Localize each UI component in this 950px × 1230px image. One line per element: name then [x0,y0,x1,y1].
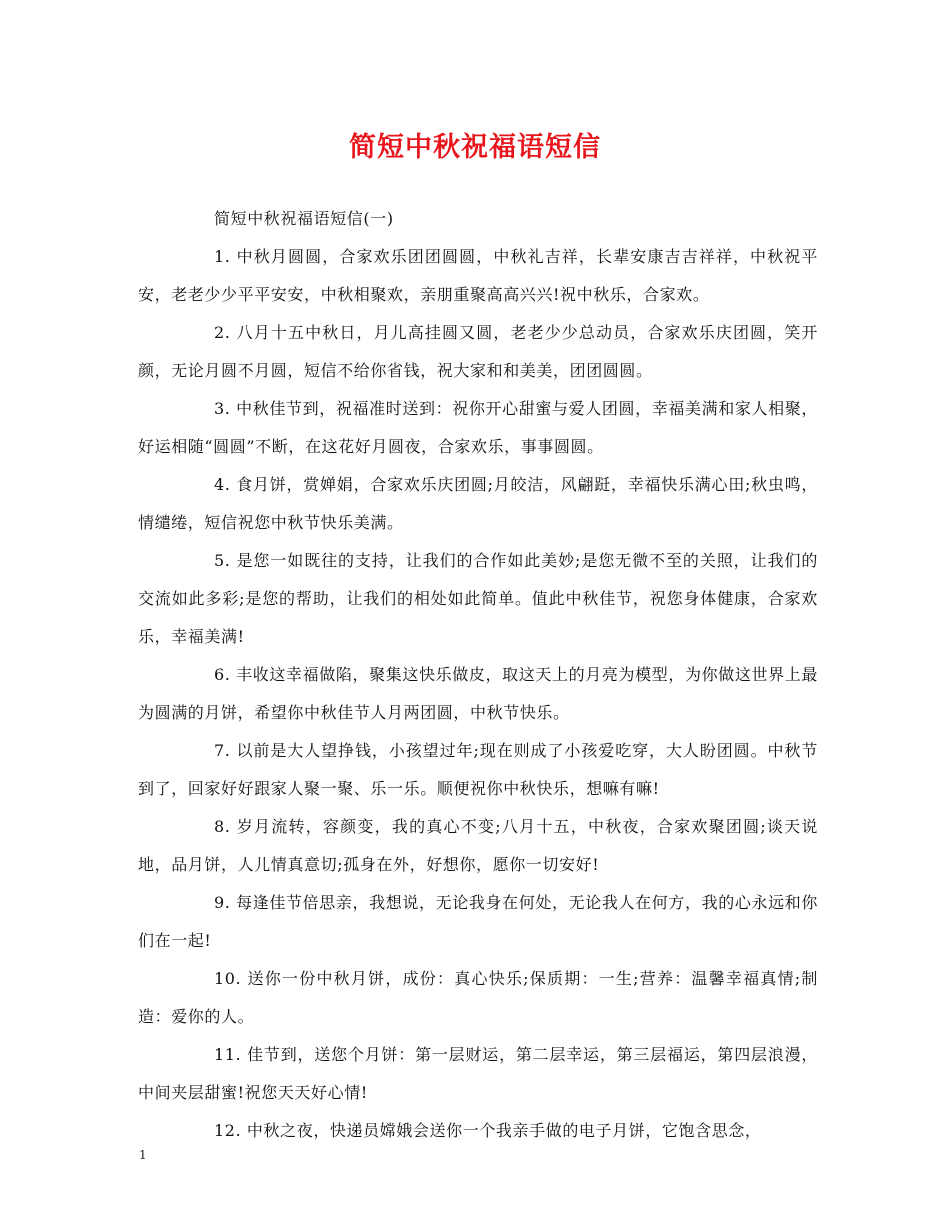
document-body [138,200,818,1150]
paragraph: 9. 每逢佳节倍思亲，我想说，无论我身在何处，无论我人在何方，我的心永远和你们在一起! [138,893,818,950]
paragraph: 1. 中秋月圆圆，合家欢乐团团圆圆，中秋礼吉祥，长辈安康吉吉祥祥，中秋祝平安，老老少少平平安安，中秋相聚欢，亲朋重聚高高兴兴!祝中秋乐，合家欢。 [138,247,818,304]
section-subtitle: 简短中秋祝福语短信(一) [214,209,394,228]
paragraph: 11. 佳节到，送您个月饼：第一层财运，第二层幸运，第三层福运，第四层浪漫，中间夹层甜蜜!祝您天天好心情! [138,1045,818,1102]
paragraph: 10. 送你一份中秋月饼，成份：真心快乐;保质期：一生;营养：温馨幸福真情;制造：爱你的人。 [138,969,818,1026]
paragraph: 8. 岁月流转，容颜变，我的真心不变;八月十五，中秋夜，合家欢聚团圆;谈天说地，品月饼，人儿情真意切;孤身在外，好想你，愿你一切安好! [138,817,818,874]
paragraph: 6. 丰收这幸福做陷，聚集这快乐做皮，取这天上的月亮为模型，为你做这世界上最为圆满的月饼，希望你中秋佳节人月两团圆，中秋节快乐。 [138,665,818,722]
paragraph: 5. 是您一如既往的支持，让我们的合作如此美妙;是您无微不至的关照，让我们的交流如此多彩;是您的帮助，让我们的相处如此简单。值此中秋佳节，祝您身体健康，合家欢乐，幸福美满! [138,551,818,646]
page-number: 1 [139,1148,147,1162]
document-title: 简短中秋祝福语短信 [349,132,601,163]
paragraph: 7. 以前是大人望挣钱，小孩望过年;现在则成了小孩爱吃穿，大人盼团圆。中秋节到了，回家好好跟家人聚一聚、乐一乐。顺便祝你中秋快乐，想嘛有嘛! [138,741,818,798]
paragraph: 4. 食月饼，赏婵娟，合家欢乐庆团圆;月皎洁，风翩跹，幸福快乐满心田;秋虫鸣，情缱绻，短信祝您中秋节快乐美满。 [138,475,818,532]
paragraph: 12. 中秋之夜，快递员嫦娥会送你一个我亲手做的电子月饼，它饱含思念， [214,1121,762,1140]
paragraph: 2. 八月十五中秋日，月儿高挂圆又圆，老老少少总动员，合家欢乐庆团圆，笑开颜，无论月圆不月圆，短信不给你省钱，祝大家和和美美，团团圆圆。 [138,323,818,380]
paragraph: 3. 中秋佳节到，祝福准时送到：祝你开心甜蜜与爱人团圆，幸福美满和家人相聚，好运相随“圆圆”不断，在这花好月圆夜，合家欢乐，事事圆圆。 [138,399,818,456]
